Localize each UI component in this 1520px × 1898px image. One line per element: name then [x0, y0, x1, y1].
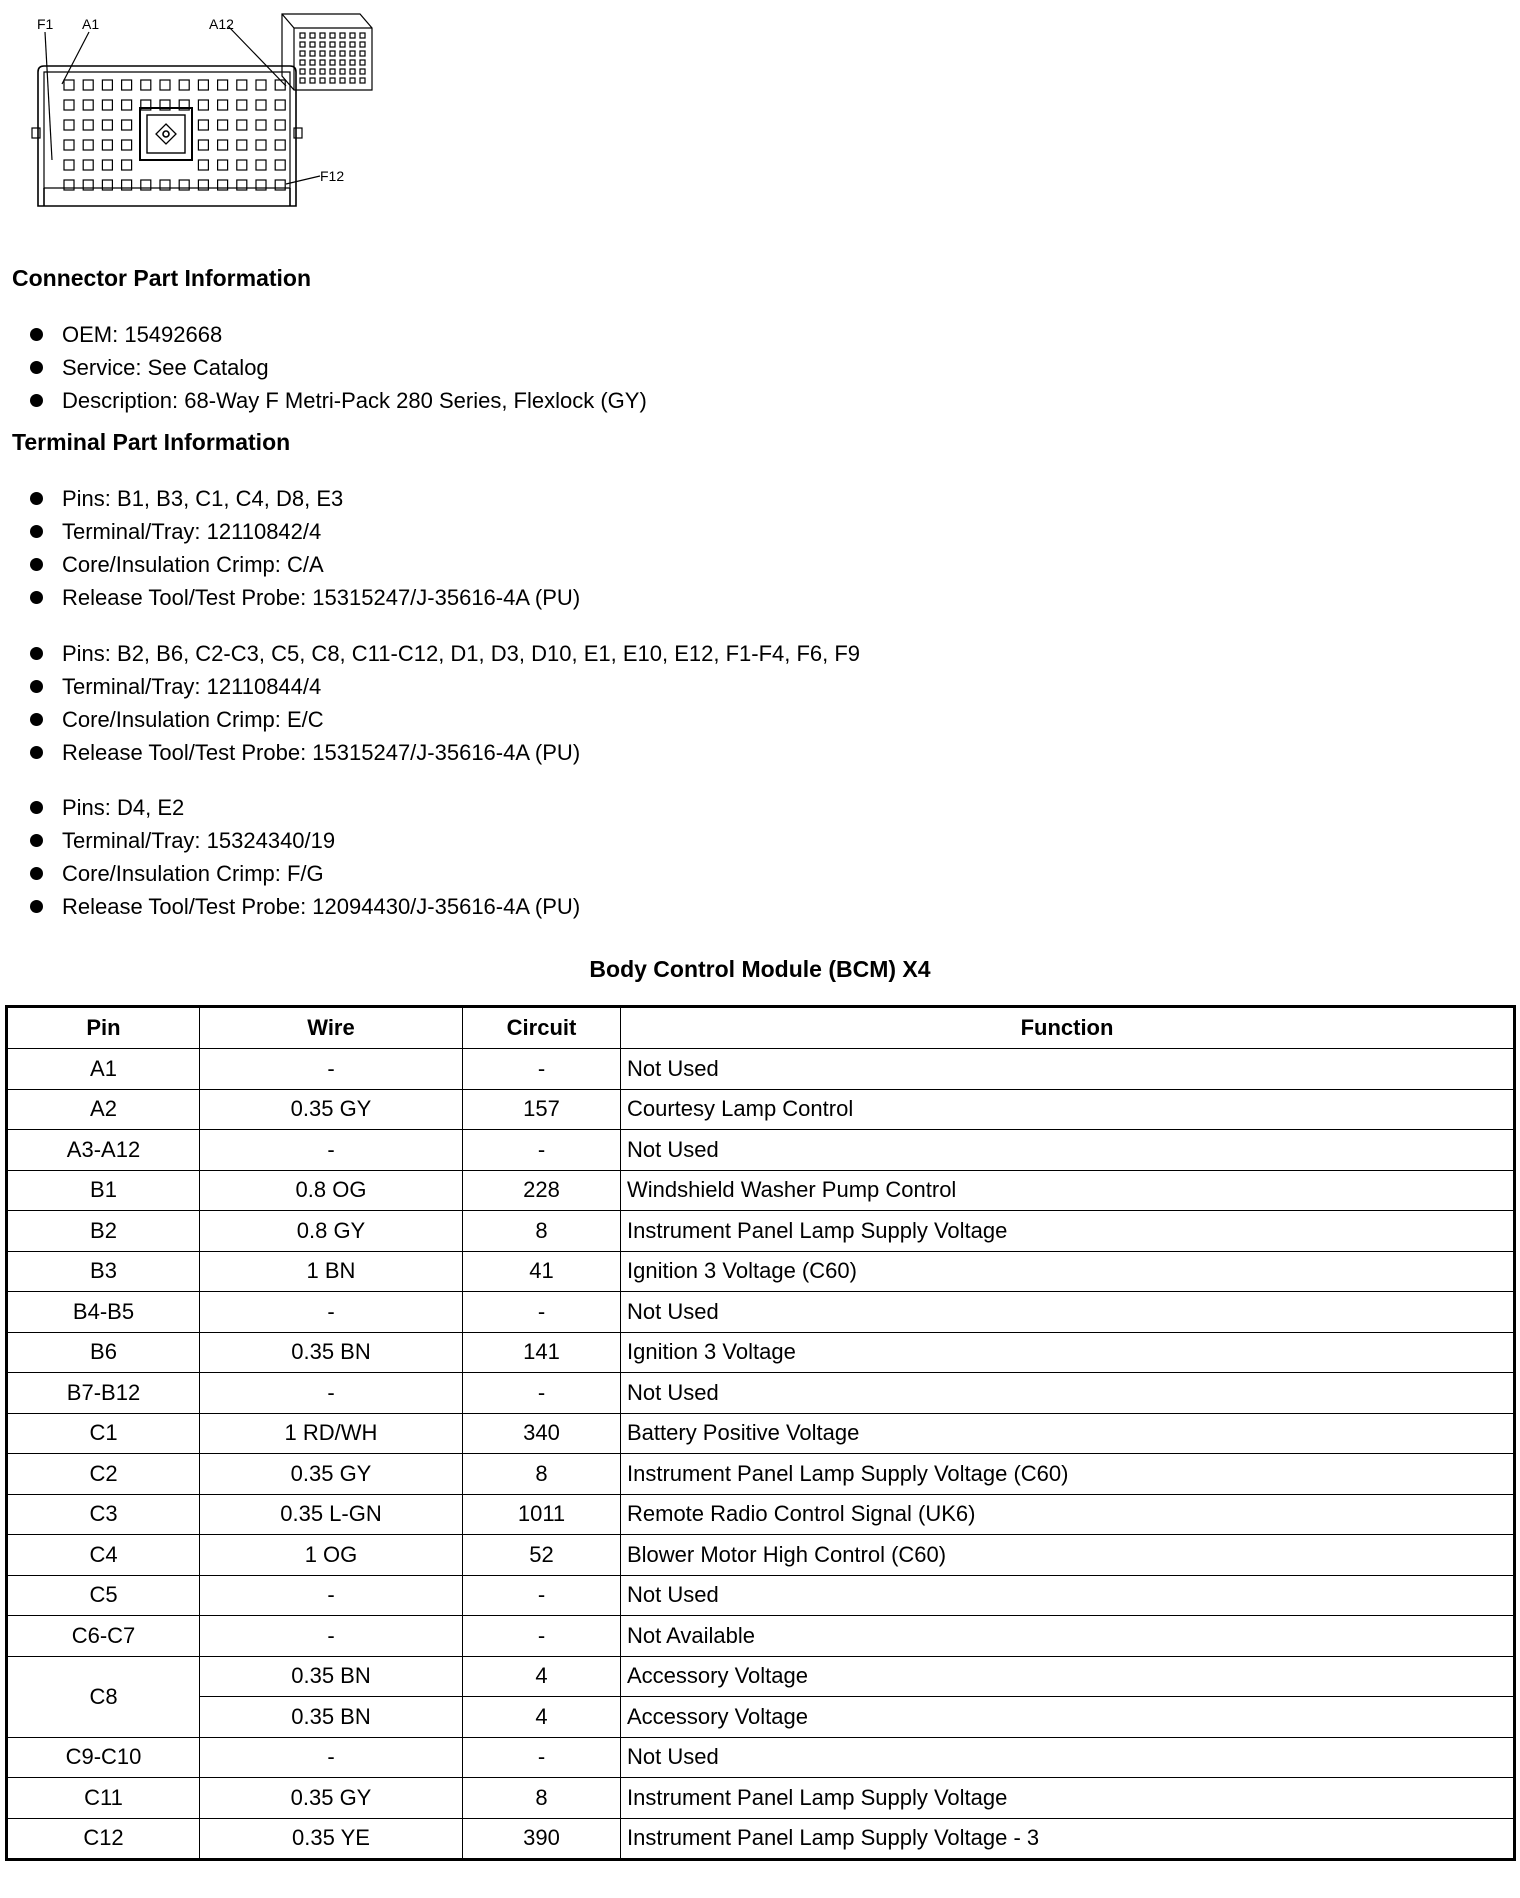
- terminal-part-info-title: Terminal Part Information: [12, 429, 291, 455]
- cell-pin: C11: [7, 1778, 200, 1819]
- cavity: [83, 120, 93, 130]
- table-row: [7, 1494, 1515, 1535]
- mini-cavity: [300, 42, 305, 47]
- mini-cavity: [320, 78, 325, 83]
- cavity: [275, 160, 285, 170]
- mini-cavity: [300, 51, 305, 56]
- mini-cavity: [360, 33, 365, 38]
- cavity: [198, 100, 208, 110]
- table-row: [7, 1697, 1515, 1738]
- cell-circuit: 228: [463, 1170, 621, 1211]
- list-item: Core/Insulation Crimp: F/G: [30, 857, 580, 890]
- cell-wire: 0.8 GY: [200, 1211, 463, 1252]
- cell-wire: -: [200, 1130, 463, 1171]
- cell-pin: B1: [7, 1170, 200, 1211]
- cell-wire: -: [200, 1292, 463, 1333]
- cavity: [160, 80, 170, 90]
- cell-pin: A2: [7, 1089, 200, 1130]
- mini-cavity: [350, 51, 355, 56]
- mini-cavity: [330, 78, 335, 83]
- cavity: [218, 80, 228, 90]
- header-pin: Pin: [7, 1007, 200, 1049]
- table-row: [7, 1616, 1515, 1657]
- cell-pin: C3: [7, 1494, 200, 1535]
- table-row: [7, 1089, 1515, 1130]
- cell-pin: C12: [7, 1818, 200, 1860]
- mini-cavity: [350, 78, 355, 83]
- table-row: [7, 1413, 1515, 1454]
- cavity: [218, 140, 228, 150]
- mini-cavity: [340, 60, 345, 65]
- pinout-table: [5, 1005, 1516, 1861]
- cell-circuit: 390: [463, 1818, 621, 1860]
- cell-circuit: 4: [463, 1697, 621, 1738]
- cavity: [275, 100, 285, 110]
- cell-wire: -: [200, 1575, 463, 1616]
- cell-pin: C8: [7, 1656, 200, 1737]
- table-row: [7, 1332, 1515, 1373]
- mini-cavity: [300, 69, 305, 74]
- cavity: [237, 80, 247, 90]
- cell-circuit: 52: [463, 1535, 621, 1576]
- cavity: [122, 80, 132, 90]
- cavity: [122, 140, 132, 150]
- cavity: [83, 80, 93, 90]
- cavity: [102, 80, 112, 90]
- cell-circuit: -: [463, 1292, 621, 1333]
- label-a12: A12: [209, 16, 234, 32]
- header-wire: Wire: [200, 1007, 463, 1049]
- label-f1: F1: [37, 16, 54, 32]
- mini-cavity: [310, 78, 315, 83]
- cell-circuit: -: [463, 1575, 621, 1616]
- cell-wire: -: [200, 1616, 463, 1657]
- mini-cavity: [330, 33, 335, 38]
- cell-circuit: 8: [463, 1778, 621, 1819]
- cell-circuit: 41: [463, 1251, 621, 1292]
- mini-cavity: [360, 42, 365, 47]
- cavity: [179, 80, 189, 90]
- terminal-group-1: [30, 482, 580, 614]
- cell-pin: C4: [7, 1535, 200, 1576]
- list-item: Core/Insulation Crimp: C/A: [30, 548, 580, 581]
- mini-cavity: [340, 51, 345, 56]
- cell-function: Ignition 3 Voltage (C60): [621, 1251, 1515, 1292]
- cell-function: Not Available: [621, 1616, 1515, 1657]
- mini-cavity: [340, 78, 345, 83]
- mini-cavity: [320, 60, 325, 65]
- cell-function: Remote Radio Control Signal (UK6): [621, 1494, 1515, 1535]
- cell-wire: 1 OG: [200, 1535, 463, 1576]
- cell-wire: 0.35 BN: [200, 1332, 463, 1373]
- cell-function: Instrument Panel Lamp Supply Voltage - 3: [621, 1818, 1515, 1860]
- connector-part-info-list: [30, 318, 647, 417]
- mini-cavity: [350, 69, 355, 74]
- table-row: [7, 1535, 1515, 1576]
- list-item: Pins: D4, E2: [30, 791, 580, 824]
- list-item: Release Tool/Test Probe: 12094430/J-35616-4A (PU): [30, 890, 580, 923]
- list-item: Pins: B2, B6, C2-C3, C5, C8, C11-C12, D1, D3, D10, E1, E10, E12, F1-F4, F6, F9: [30, 637, 860, 670]
- cell-wire: 1 BN: [200, 1251, 463, 1292]
- cavity: [102, 120, 112, 130]
- table-row: [7, 1737, 1515, 1778]
- cavity: [122, 100, 132, 110]
- list-item: Core/Insulation Crimp: E/C: [30, 703, 860, 736]
- cell-function: Ignition 3 Voltage: [621, 1332, 1515, 1373]
- mini-cavity: [310, 33, 315, 38]
- table-row: [7, 1170, 1515, 1211]
- cavity: [64, 80, 74, 90]
- connector-part-info-title: Connector Part Information: [12, 265, 312, 291]
- cell-function: Blower Motor High Control (C60): [621, 1535, 1515, 1576]
- cell-wire: 0.35 BN: [200, 1697, 463, 1738]
- cell-circuit: -: [463, 1373, 621, 1414]
- cavity: [102, 140, 112, 150]
- cell-pin: A3-A12: [7, 1130, 200, 1171]
- table-row: [7, 1292, 1515, 1333]
- cavity: [198, 120, 208, 130]
- table-row: [7, 1575, 1515, 1616]
- cavity: [275, 80, 285, 90]
- mini-cavity: [320, 51, 325, 56]
- cell-circuit: -: [463, 1616, 621, 1657]
- cavity: [237, 160, 247, 170]
- cell-pin: B3: [7, 1251, 200, 1292]
- table-row: [7, 1818, 1515, 1860]
- mini-cavity: [360, 51, 365, 56]
- cell-circuit: -: [463, 1130, 621, 1171]
- mini-cavity: [320, 42, 325, 47]
- cavity: [198, 80, 208, 90]
- cell-pin: C5: [7, 1575, 200, 1616]
- cell-circuit: 340: [463, 1413, 621, 1454]
- cavity: [83, 140, 93, 150]
- cell-wire: 0.35 L-GN: [200, 1494, 463, 1535]
- cell-wire: 0.35 BN: [200, 1656, 463, 1697]
- cell-function: Courtesy Lamp Control: [621, 1089, 1515, 1130]
- mini-cavity: [360, 78, 365, 83]
- cell-wire: 1 RD/WH: [200, 1413, 463, 1454]
- cavity: [122, 160, 132, 170]
- cell-pin: C1: [7, 1413, 200, 1454]
- list-item: Release Tool/Test Probe: 15315247/J-35616-4A (PU): [30, 736, 860, 769]
- table-row: [7, 1656, 1515, 1697]
- cavity: [237, 120, 247, 130]
- table-row: [7, 1454, 1515, 1495]
- cavity: [218, 120, 228, 130]
- cavity: [237, 140, 247, 150]
- cell-wire: 0.35 GY: [200, 1778, 463, 1819]
- table-header-row: [7, 1007, 1515, 1049]
- cell-function: Instrument Panel Lamp Supply Voltage (C60): [621, 1454, 1515, 1495]
- mini-cavity: [320, 33, 325, 38]
- cavity: [64, 160, 74, 170]
- cell-function: Not Used: [621, 1292, 1515, 1333]
- table-row: [7, 1211, 1515, 1252]
- table-row: [7, 1373, 1515, 1414]
- mini-cavity: [300, 60, 305, 65]
- cell-pin: B6: [7, 1332, 200, 1373]
- cavity: [275, 120, 285, 130]
- table-title: Body Control Module (BCM) X4: [589, 956, 931, 982]
- cavity: [102, 100, 112, 110]
- cell-circuit: -: [463, 1049, 621, 1090]
- mini-cavity: [340, 69, 345, 74]
- cell-wire: 0.8 OG: [200, 1170, 463, 1211]
- mini-cavity: [310, 60, 315, 65]
- cell-function: Instrument Panel Lamp Supply Voltage: [621, 1778, 1515, 1819]
- cavity: [256, 140, 266, 150]
- cavity: [256, 120, 266, 130]
- cell-wire: 0.35 GY: [200, 1089, 463, 1130]
- cavity: [83, 160, 93, 170]
- cell-wire: -: [200, 1737, 463, 1778]
- label-f12: F12: [320, 168, 345, 184]
- cavity: [198, 160, 208, 170]
- cell-circuit: 8: [463, 1211, 621, 1252]
- header-function: Function: [621, 1007, 1515, 1049]
- cavity: [256, 160, 266, 170]
- mini-cavity: [330, 60, 335, 65]
- mini-cavity: [360, 69, 365, 74]
- cell-pin: B2: [7, 1211, 200, 1252]
- cavity: [256, 80, 266, 90]
- cavity: [64, 140, 74, 150]
- mini-cavity: [340, 42, 345, 47]
- mini-cavity: [360, 60, 365, 65]
- table-row: [7, 1130, 1515, 1171]
- cell-function: Not Used: [621, 1373, 1515, 1414]
- mini-cavity: [330, 69, 335, 74]
- cell-wire: 0.35 GY: [200, 1454, 463, 1495]
- cell-function: Accessory Voltage: [621, 1697, 1515, 1738]
- cell-function: Not Used: [621, 1049, 1515, 1090]
- cell-function: Accessory Voltage: [621, 1656, 1515, 1697]
- cavity: [64, 120, 74, 130]
- cell-circuit: 8: [463, 1454, 621, 1495]
- connector-face-diagram: [0, 0, 380, 215]
- cavity: [141, 80, 151, 90]
- cell-pin: C6-C7: [7, 1616, 200, 1657]
- cavity: [256, 100, 266, 110]
- list-item: Description: 68-Way F Metri-Pack 280 Series, Flexlock (GY): [30, 384, 647, 417]
- cell-function: Instrument Panel Lamp Supply Voltage: [621, 1211, 1515, 1252]
- cell-pin: C9-C10: [7, 1737, 200, 1778]
- cavity: [218, 100, 228, 110]
- cell-wire: -: [200, 1373, 463, 1414]
- mini-cavity: [350, 60, 355, 65]
- cavity: [218, 160, 228, 170]
- list-item: Release Tool/Test Probe: 15315247/J-35616-4A (PU): [30, 581, 580, 614]
- cell-pin: C2: [7, 1454, 200, 1495]
- mini-cavity: [300, 78, 305, 83]
- cell-function: Battery Positive Voltage: [621, 1413, 1515, 1454]
- cavity: [275, 140, 285, 150]
- cell-circuit: -: [463, 1737, 621, 1778]
- cavity: [102, 160, 112, 170]
- mini-cavity: [310, 69, 315, 74]
- cavity: [64, 100, 74, 110]
- cell-pin: B7-B12: [7, 1373, 200, 1414]
- cell-circuit: 4: [463, 1656, 621, 1697]
- list-item: Terminal/Tray: 12110842/4: [30, 515, 580, 548]
- cell-circuit: 1011: [463, 1494, 621, 1535]
- table-row: [7, 1049, 1515, 1090]
- terminal-group-2: [30, 637, 860, 769]
- list-item: OEM: 15492668: [30, 318, 647, 351]
- cell-function: Windshield Washer Pump Control: [621, 1170, 1515, 1211]
- mini-cavity: [310, 51, 315, 56]
- mini-cavity: [340, 33, 345, 38]
- mini-cavity: [320, 69, 325, 74]
- list-item: Service: See Catalog: [30, 351, 647, 384]
- table-row: [7, 1778, 1515, 1819]
- cavity: [122, 120, 132, 130]
- list-item: Terminal/Tray: 12110844/4: [30, 670, 860, 703]
- connector-body: [32, 66, 302, 206]
- cell-circuit: 157: [463, 1089, 621, 1130]
- cell-circuit: 141: [463, 1332, 621, 1373]
- mini-cavity: [310, 42, 315, 47]
- cell-function: Not Used: [621, 1575, 1515, 1616]
- cell-wire: -: [200, 1049, 463, 1090]
- cavity: [237, 100, 247, 110]
- list-item: Terminal/Tray: 15324340/19: [30, 824, 580, 857]
- mini-cavity: [330, 51, 335, 56]
- mini-cavity: [300, 33, 305, 38]
- mini-cavity: [350, 42, 355, 47]
- mini-cavity: [350, 33, 355, 38]
- header-circuit: Circuit: [463, 1007, 621, 1049]
- cell-wire: 0.35 YE: [200, 1818, 463, 1860]
- list-item: Pins: B1, B3, C1, C4, D8, E3: [30, 482, 580, 515]
- table-body: [7, 1049, 1515, 1860]
- terminal-group-3: [30, 791, 580, 923]
- mini-cavity: [330, 42, 335, 47]
- cavity: [198, 140, 208, 150]
- cell-function: Not Used: [621, 1737, 1515, 1778]
- cell-pin: A1: [7, 1049, 200, 1090]
- table-row: [7, 1251, 1515, 1292]
- cell-function: Not Used: [621, 1130, 1515, 1171]
- label-a1: A1: [82, 16, 100, 32]
- cavity: [83, 100, 93, 110]
- cell-pin: B4-B5: [7, 1292, 200, 1333]
